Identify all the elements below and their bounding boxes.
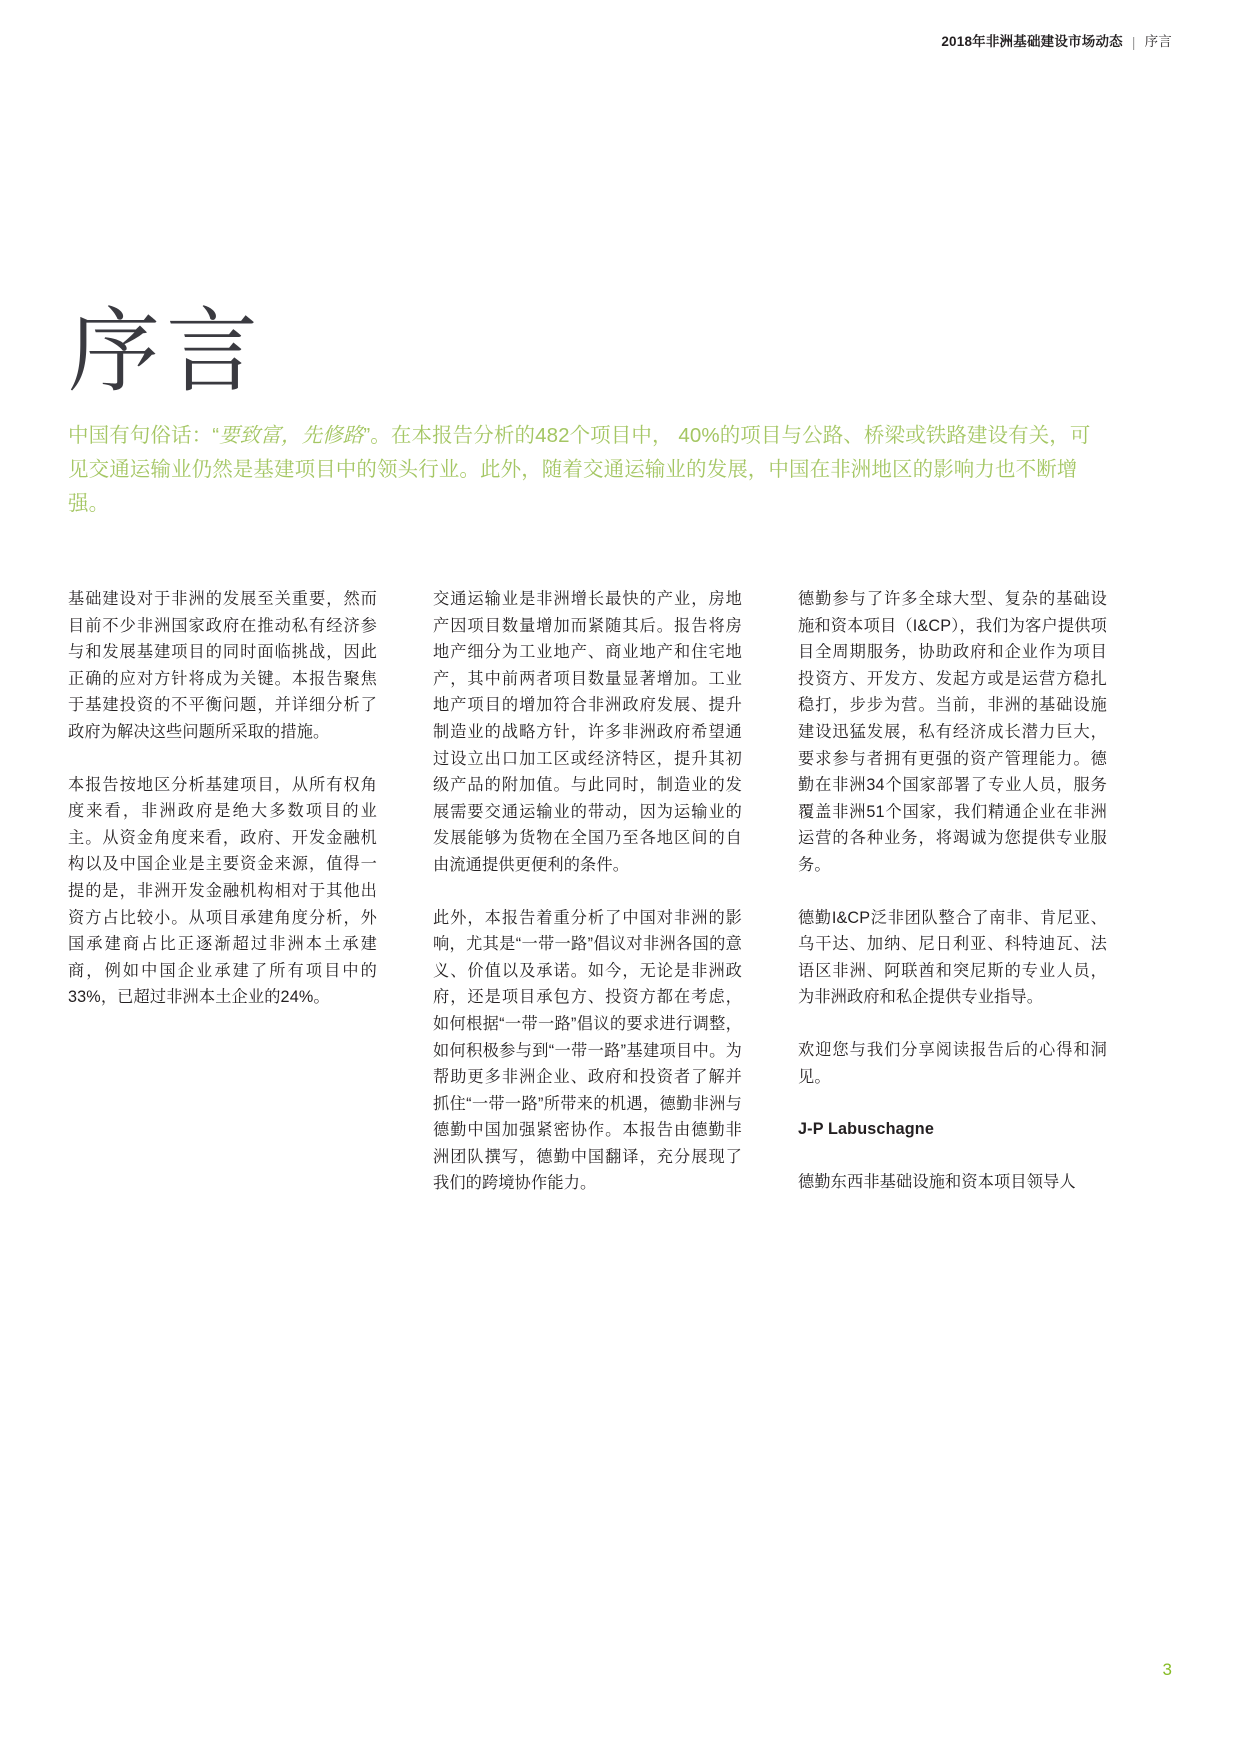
lede-proverb-quote: 要致富，先修路 xyxy=(219,423,364,447)
signature-name: J-P Labuschagne xyxy=(798,1120,934,1139)
paragraph: 德勤参与了许多全球大型、复杂的基础设施和资本项目（I&CP），我们为客户提供项目全周期服务，协助政府和企业作为项目投资方、开发方、发起方或是运营方稳扎稳打，步步为营。当前，非洲的基础设施建设迅猛发展，私有经济成长潜力巨大，要求参与者拥有更强的资产管理能力。德勤在非洲34个国家部署了专业人员，服务覆盖非洲51个国家，我们精通企业在非洲运营的各种业务，将竭诚为您提供专业服务。 xyxy=(798,590,1107,874)
paragraph: 欢迎您与我们分享阅读报告后的心得和洞见。 xyxy=(798,1040,1107,1086)
header-section-name: 序言 xyxy=(1144,34,1172,49)
paragraph: 此外，本报告着重分析了中国对非洲的影响，尤其是“一带一路”倡议对非洲各国的意义、价值以及承诺。如今，无论是非洲政府，还是项目承包方、投资方都在考虑，如何根据“一带一路”倡议的要求进行调整，如何积极参与到“一带一路”基建项目中。为帮助更多非洲企业、政府和投资者了解并抓住“一带一路”所带来的机遇，德勤非洲与德勤中国加强紧密协作。本报告由德勤非洲团队撰写，德勤中国翻译，充分展现了我们的跨境协作能力。 xyxy=(433,908,742,1193)
paragraph: 本报告按地区分析基建项目，从所有权角度来看，非洲政府是绝大多数项目的业主。从资金角度来看，政府、开发金融机构以及中国企业是主要资金来源，值得一提的是，非洲开发金融机构相对于其他出资方占比较小。从项目承建角度分析，外国承建商占比正逐渐超过非洲本土承建商，例如中国企业承建了所有项目中的33%，已超过非洲本土企业的24%。 xyxy=(68,775,377,1007)
paragraph: 德勤I&CP泛非团队整合了南非、肯尼亚、乌干达、加纳、尼日利亚、科特迪瓦、法语区非洲、阿联酋和突尼斯的专业人员，为非洲政府和私企提供专业指导。 xyxy=(798,908,1107,1007)
page-title: 序言 xyxy=(68,297,265,405)
paragraph: 基础建设对于非洲的发展至关重要，然而目前不少非洲国家政府在推动私有经济参与和发展基建项目的同时面临挑战，因此正确的应对方针将成为关键。本报告聚焦于基建投资的不平衡问题，并详细分析了政府为解决这些问题所采取的措施。 xyxy=(68,590,377,741)
page-number: 3 xyxy=(1162,1660,1172,1679)
header-report-title: 2018年非洲基础建设市场动态 xyxy=(941,34,1123,49)
body-column-two xyxy=(433,586,742,1197)
page-header xyxy=(941,30,1172,50)
lede-text-before-quote: 中国有句俗话：“ xyxy=(68,423,220,447)
lede-paragraph xyxy=(68,419,1108,521)
lede-text-after-quote: ”。在本报告分析的482个项目中， 40%的项目与公路、桥梁或铁路建设有关，可见交通运输业仍然是基建项目中的领头行业。此外，随着交通运输业的发展，中国在非洲地区的影响力也不断增强。 xyxy=(68,423,1091,515)
body-column-one xyxy=(68,586,377,1197)
signature-role: 德勤东西非基础设施和资本项目领导人 xyxy=(798,1172,1076,1191)
body-column-three xyxy=(798,586,1107,1197)
paragraph: 交通运输业是非洲增长最快的产业，房地产因项目数量增加而紧随其后。报告将房地产细分为工业地产、商业地产和住宅地产，其中前两者项目数量显著增加。工业地产项目的增加符合非洲政府发展、提升制造业的战略方针，许多非洲政府希望通过设立出口加工区或经济特区，提升其初级产品的附加值。与此同时，制造业的发展需要交通运输业的带动，因为运输业的发展能够为货物在全国乃至各地区间的自由流通提供更便利的条件。 xyxy=(433,590,742,874)
body-columns xyxy=(68,586,1108,1197)
header-separator: | xyxy=(1131,35,1136,50)
